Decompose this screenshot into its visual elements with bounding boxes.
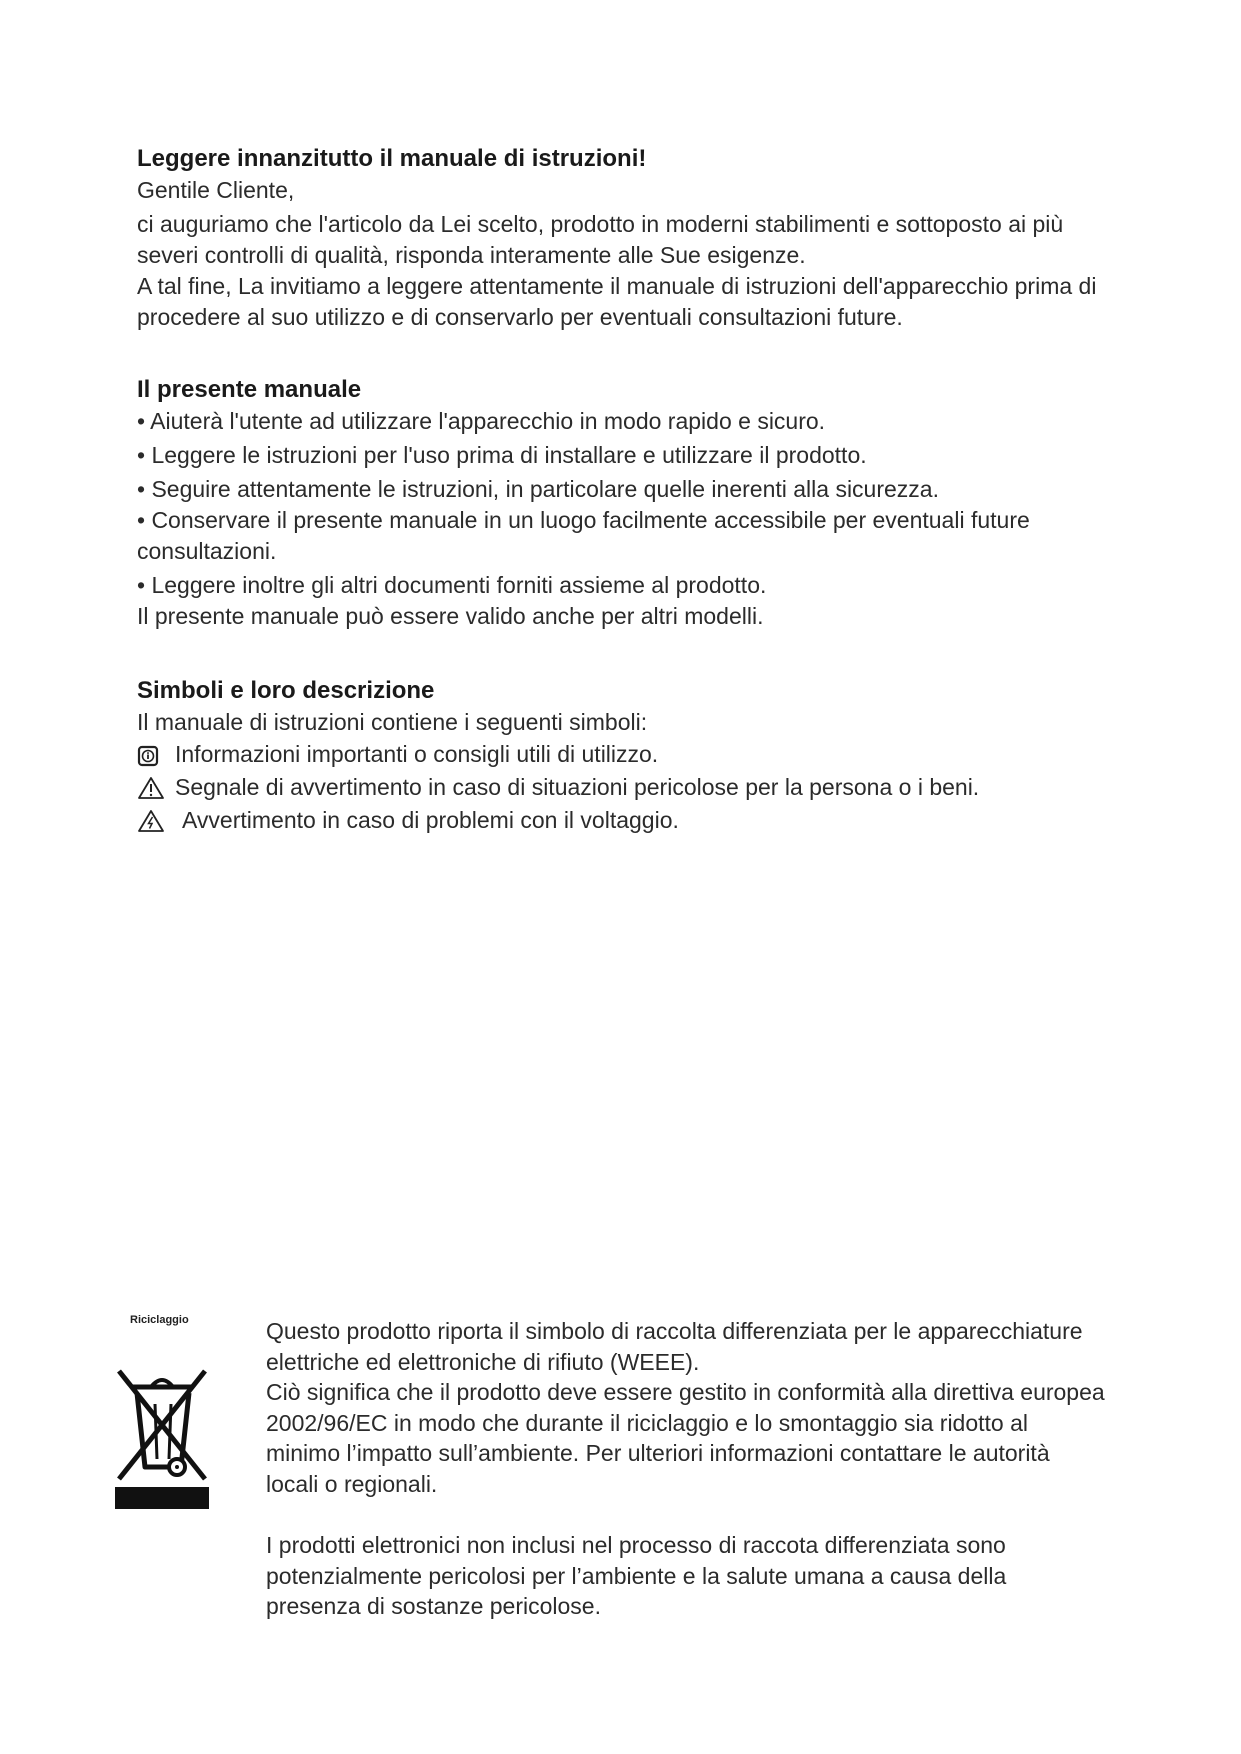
manual-note: Il presente manuale può essere valido anche per altri modelli. bbox=[137, 603, 764, 629]
recycling-paragraph-2: Ciò significa che il prodotto deve essere gestito in conformità alla direttiva europea 2002/96/EC in modo che durante il riciclaggio e lo smontaggio sia ridotto al minimo l’impatto sull’ambiente. Per ulteriori informazioni contattare le autorità locali o regionali. bbox=[266, 1379, 1105, 1497]
symbols-intro: Il manuale di istruzioni contiene i seguenti simboli: bbox=[137, 709, 648, 735]
recycling-label: Riciclaggio bbox=[130, 1314, 189, 1326]
symbol-row-info bbox=[137, 738, 1097, 771]
intro-paragraph-1: ci auguriamo che l'articolo da Lei scelto, prodotto in moderni stabilimenti e sottoposto ai più severi controlli di qualità, risponda interamente alle Sue esigenze. bbox=[137, 211, 1064, 268]
symbol-warning-text: Segnale di avvertimento in caso di situazioni pericolose per la persona o i beni. bbox=[175, 774, 980, 800]
manual-bullet-4: • Conservare il presente manuale in un luogo facilmente accessibile per eventuali future consultazioni. bbox=[137, 507, 1030, 564]
manual-bullet-2: • Leggere le istruzioni per l'uso prima di installare e utilizzare il prodotto. bbox=[137, 442, 867, 468]
manual-bullet-1: • Aiuterà l'utente ad utilizzare l'apparecchio in modo rapido e sicuro. bbox=[137, 408, 826, 434]
symbol-voltage-text: Avvertimento in caso di problemi con il voltaggio. bbox=[182, 807, 679, 833]
symbols-title: Simboli e loro descrizione bbox=[137, 677, 435, 704]
recycling-text bbox=[266, 1316, 1106, 1622]
recycling-paragraph-3: I prodotti elettronici non inclusi nel processo di raccota differenziata sono potenzialmente pericolosi per l’ambiente e la salute umana a causa della presenza di sostanze pericolose. bbox=[266, 1532, 1007, 1619]
info-icon bbox=[137, 743, 163, 767]
voltage-warning-icon bbox=[137, 809, 163, 833]
intro-section bbox=[137, 143, 1097, 333]
intro-title: Leggere innanzitutto il manuale di istruzioni! bbox=[137, 145, 647, 172]
symbol-row-voltage bbox=[137, 804, 1097, 837]
manual-title: Il presente manuale bbox=[137, 376, 362, 403]
symbol-info-text: Informazioni importanti o consigli utili di utilizzo. bbox=[175, 741, 659, 767]
manual-bullet-5: • Leggere inoltre gli altri documenti forniti assieme al prodotto. bbox=[137, 572, 767, 598]
symbols-section bbox=[137, 675, 1097, 837]
intro-paragraph-2: A tal fine, La invitiamo a leggere attentamente il manuale di istruzioni dell'apparecchio prima di procedere al suo utilizzo e di conservarlo per eventuali consultazioni future. bbox=[137, 273, 1097, 330]
manual-bullet-3: • Seguire attentamente le istruzioni, in particolare quelle inerenti alla sicurezza. bbox=[137, 476, 939, 502]
symbol-row-warning bbox=[137, 771, 1097, 804]
warning-icon bbox=[137, 776, 163, 800]
weee-crossed-bin-icon bbox=[113, 1349, 211, 1514]
intro-greeting: Gentile Cliente, bbox=[137, 177, 295, 203]
manual-section bbox=[137, 374, 1097, 632]
recycling-paragraph-1: Questo prodotto riporta il simbolo di raccolta differenziata per le apparecchiature elettriche ed elettroniche di rifiuto (WEEE). bbox=[266, 1318, 1083, 1375]
